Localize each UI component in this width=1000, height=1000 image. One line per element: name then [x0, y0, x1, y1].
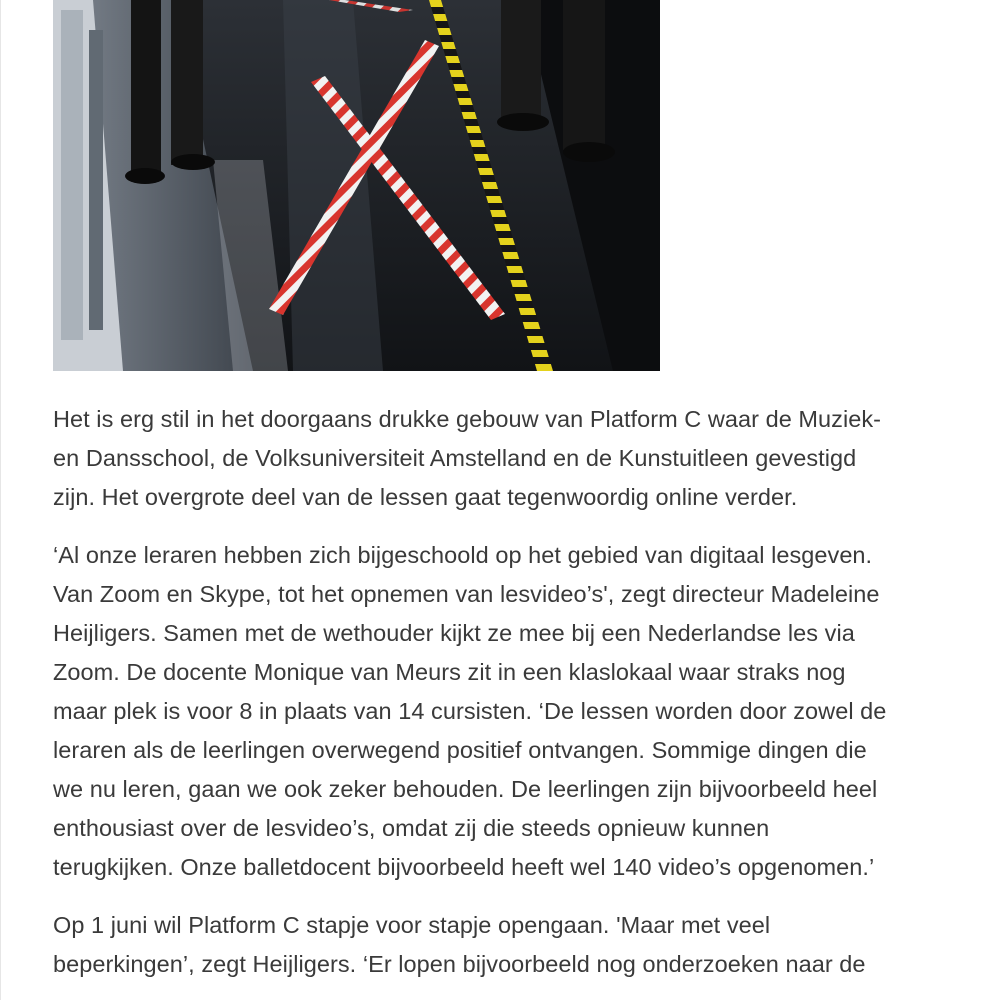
paragraph-line: Van Zoom en Skype, tot het opnemen van lesvideo’s', zegt directeur Madeleine: [53, 581, 880, 607]
paragraph-line: Op 1 juni wil Platform C stapje voor stapje opengaan. 'Maar met veel: [53, 912, 771, 938]
paragraph-line: terugkijken. Onze balletdocent bijvoorbeeld heeft wel 140 video’s opgenomen.’: [53, 854, 875, 880]
paragraph-line: maar plek is voor 8 in plaats van 14 cursisten. ‘De lessen worden door zowel de: [53, 698, 887, 724]
article-paragraph-2: [53, 536, 978, 887]
hallway-floor-tape-photo-icon: [53, 0, 660, 371]
paragraph-line: en Dansschool, de Volksuniversiteit Amstelland en de Kunstuitleen gevestigd: [53, 445, 857, 471]
paragraph-line: ‘Al onze leraren hebben zich bijgeschoold op het gebied van digitaal lesgeven.: [53, 542, 873, 568]
article-photo: [53, 0, 660, 371]
article-paragraph-1: [53, 400, 978, 517]
paragraph-line: enthousiast over de lesvideo’s, omdat zij die steeds opnieuw kunnen: [53, 815, 770, 841]
paragraph-line: Zoom. De docente Monique van Meurs zit in een klaslokaal waar straks nog: [53, 659, 846, 685]
page-edge: [0, 0, 1, 1000]
paragraph-line: beperkingen’, zegt Heijligers. ‘Er lopen bijvoorbeeld nog onderzoeken naar de: [53, 951, 866, 977]
paragraph-line: Heijligers. Samen met de wethouder kijkt ze mee bij een Nederlandse les via: [53, 620, 855, 646]
article-body: [53, 400, 978, 1000]
paragraph-line: we nu leren, gaan we ook zeker behouden. De leerlingen zijn bijvoorbeeld heel: [53, 776, 878, 802]
paragraph-line: Het is erg stil in het doorgaans drukke gebouw van Platform C waar de Muziek-: [53, 406, 882, 432]
paragraph-line: zijn. Het overgrote deel van de lessen gaat tegenwoordig online verder.: [53, 484, 798, 510]
paragraph-line: leraren als de leerlingen overwegend positief ontvangen. Sommige dingen die: [53, 737, 867, 763]
article-paragraph-3: [53, 906, 978, 984]
